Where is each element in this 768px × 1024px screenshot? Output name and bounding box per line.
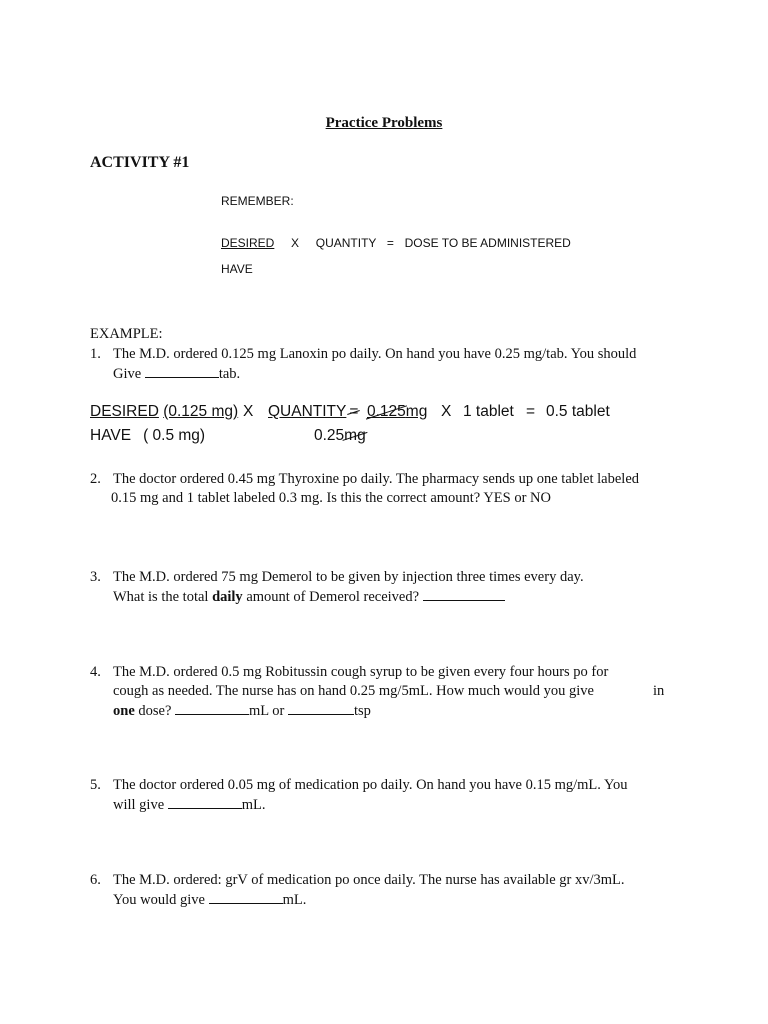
example-times-1: X — [243, 403, 254, 420]
formula-desired: DESIRED — [221, 236, 275, 250]
question-text-line2: You would give mL. — [113, 892, 307, 908]
example-times-2: X — [441, 403, 452, 420]
formula-result: DOSE TO BE ADMINISTERED — [404, 236, 571, 250]
example-label: EXAMPLE: — [90, 326, 163, 342]
question-number: 3. — [90, 569, 101, 585]
question-text-line2: will give mL. — [113, 797, 266, 813]
page-title: Practice Problems — [325, 115, 443, 131]
question-text-line2: What is the total daily amount of Demerol received? — [113, 587, 673, 607]
example-tablet: 1 tablet — [463, 403, 514, 420]
answer-blank-ml[interactable] — [175, 701, 249, 715]
formula-times: X — [291, 236, 300, 250]
question-text-line2: cough as needed. The nurse has on hand 0.25 mg/5mL. How much would you give — [113, 683, 594, 699]
question-text: The doctor ordered 0.05 mg of medication po daily. On hand you have 0.15 mg/mL. You — [113, 777, 628, 793]
question-number: 6. — [90, 872, 101, 888]
question-text: The M.D. ordered: grV of medication po once daily. The nurse has available gr xv/3mL. — [113, 872, 625, 888]
example-numerator: 0.125mg — [367, 403, 428, 420]
question-text: The M.D. ordered 0.5 mg Robitussin cough syrup to be given every four hours po for — [113, 664, 609, 680]
example-equals: = — [526, 403, 536, 420]
activity-heading: ACTIVITY #1 — [90, 154, 190, 171]
example-have: HAVE ( 0.5 mg) — [90, 427, 206, 444]
question-number: 5. — [90, 777, 101, 793]
question-text-in: in — [653, 683, 665, 699]
question-text-line2: Give tab. — [113, 366, 241, 382]
answer-blank-tsp[interactable] — [288, 701, 354, 715]
formula-equals: = — [386, 236, 394, 250]
question-text-line3: one dose? mL or tsp — [113, 703, 371, 719]
formula-quantity: QUANTITY — [315, 236, 377, 250]
example-work-line1 — [90, 403, 238, 421]
question-number: 2. — [90, 471, 101, 487]
formula-have: HAVE — [221, 262, 253, 276]
answer-blank[interactable] — [168, 795, 242, 809]
example-answer: 0.5 tablet — [546, 403, 610, 420]
example-desired: DESIRED — [90, 403, 159, 420]
example-quantity: QUANTITY = — [268, 403, 359, 420]
question-text: The M.D. ordered 0.125 mg Lanoxin po daily. On hand you have 0.25 mg/tab. You should — [113, 346, 637, 362]
question-text-line2: 0.15 mg and 1 tablet labeled 0.3 mg. Is this the correct amount? YES or NO — [111, 490, 551, 506]
question-number: 1. — [90, 346, 101, 362]
question-text: The doctor ordered 0.45 mg Thyroxine po daily. The pharmacy sends up one tablet labeled — [113, 471, 640, 487]
question-number: 4. — [90, 664, 101, 680]
formula-line — [221, 236, 571, 250]
example-desired-value: (0.125 mg) — [163, 403, 239, 420]
answer-blank[interactable] — [423, 587, 505, 601]
answer-blank[interactable] — [145, 364, 219, 378]
answer-blank[interactable] — [209, 890, 283, 904]
question-text: The M.D. ordered 75 mg Demerol to be given by injection three times every day. — [113, 569, 584, 585]
example-denominator: 0.25mg — [314, 427, 366, 444]
remember-label: REMEMBER: — [221, 194, 294, 208]
